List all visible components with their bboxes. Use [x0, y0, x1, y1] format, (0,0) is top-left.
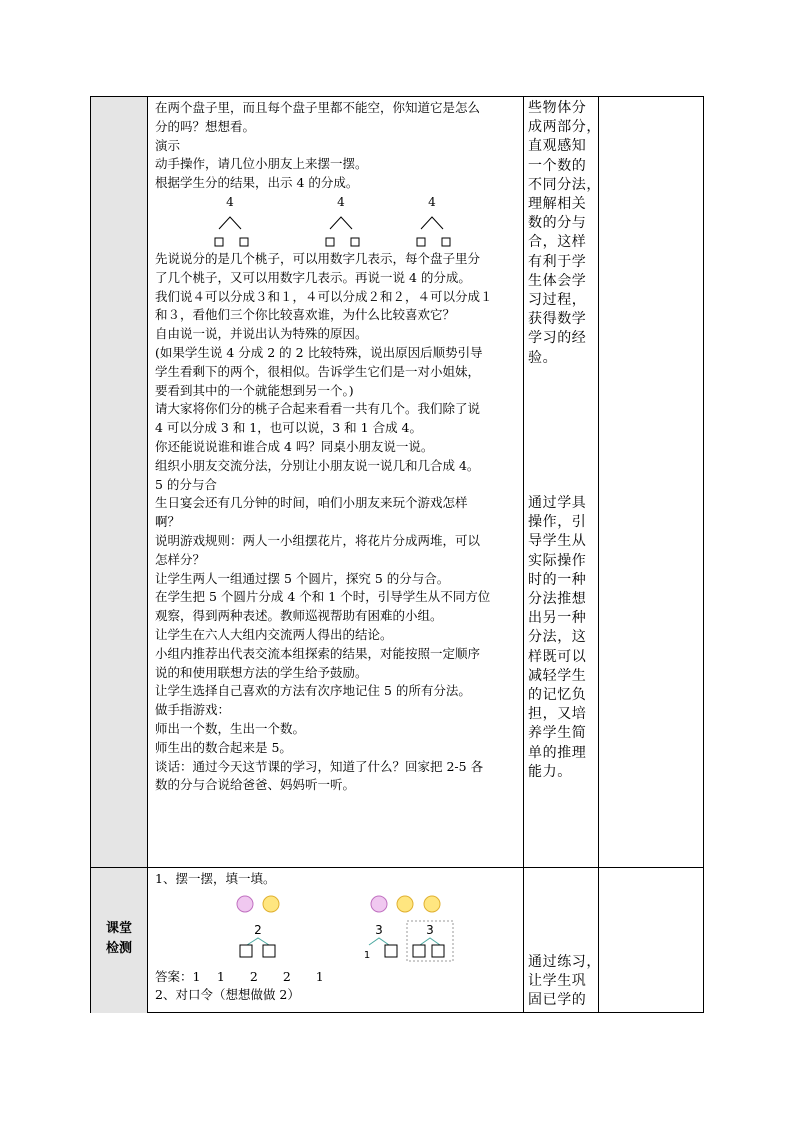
answer-box: [385, 945, 397, 957]
text-line: 观察，得到两种表述。教师巡视帮助有困难的小组。: [155, 608, 443, 624]
design-note-top: [528, 99, 601, 368]
text-line: 师出一个数，生出一个数。: [155, 720, 306, 736]
fig-number: 2: [254, 923, 262, 937]
split-diagram-svg: [155, 193, 521, 250]
note-line: 验。: [528, 349, 558, 366]
yellow-circle: [424, 896, 440, 912]
note-line: 成两部分，: [528, 119, 601, 136]
exercise-answer: 答案：1 1 2 2 1: [155, 969, 324, 984]
text-line: 我们说４可以分成３和１，４可以分成２和２，４可以分成１: [155, 288, 493, 304]
blank-box: [351, 238, 359, 246]
yellow-circle: [263, 896, 279, 912]
design-note-mid: [528, 494, 592, 782]
pink-circle: [237, 896, 253, 912]
text-line: 演示: [155, 137, 181, 153]
note-line: 不同分法，: [528, 176, 601, 193]
text-line: 学生看剩下的两个，很相似。告诉学生它们是一对小姐妹，: [155, 363, 481, 379]
note-line: 学习的经: [528, 330, 587, 347]
note-line: 样既可以: [528, 648, 587, 665]
note-line: 直观感知: [528, 138, 587, 155]
design-note-bottom: [528, 953, 601, 1011]
text-line: 组织小朋友交流分法，分别让小朋友说一说几和几合成 4。: [155, 457, 480, 473]
row-divider: [91, 867, 703, 868]
note-line: 让学生巩: [528, 973, 587, 990]
split-lines: [219, 217, 241, 229]
lesson-table: [90, 96, 704, 1013]
blank-box: [326, 238, 334, 246]
blank-box: [215, 238, 223, 246]
split-lines: [421, 217, 443, 229]
text-line: 在学生把 5 个圆片分成 4 个和 1 个时，引导学生从不同方位: [155, 589, 491, 605]
text-line: 在两个盘子里，而且每个盘子里都不能空，你知道它是怎么: [155, 100, 481, 115]
exercise-block: [155, 870, 521, 1004]
section-label-line: 课堂: [105, 921, 132, 936]
fig-number: 3: [426, 923, 434, 937]
note-line: 理解相关: [528, 196, 587, 213]
text-line: 请大家将你们分的桃子合起来看看一共有几个。我们除了说: [155, 401, 481, 417]
note-line: 些物体分: [528, 100, 587, 116]
note-line: 通过练习，: [528, 954, 601, 970]
note-line: 数的分与: [528, 215, 587, 232]
diagram-number: 4: [337, 194, 345, 209]
answer-box: [413, 945, 425, 957]
text-line: 了几个桃子，又可以用数字几表示。再说一说 4 的分成。: [155, 269, 471, 285]
fig-split-lines: [420, 938, 440, 945]
column-divider-3: [598, 97, 599, 1012]
blank-box: [442, 238, 450, 246]
note-line: 担，又培: [528, 706, 587, 723]
left-column-shade-top: [91, 97, 147, 867]
note-line: 时的一种: [528, 571, 587, 588]
diagram-number: 4: [226, 194, 234, 209]
text-line: 动手操作，请几位小朋友上来摆一摆。: [155, 156, 368, 172]
note-line: 实际操作: [528, 552, 587, 569]
exercise-title: 1、摆一摆，填一填。: [155, 871, 276, 886]
note-line: 一个数的: [528, 157, 587, 174]
diagram-number: 4: [428, 194, 436, 209]
exercise-figure-svg: [155, 888, 521, 968]
note-line: 养学生简: [528, 725, 587, 742]
text-line: 你还能说说谁和谁合成 4 吗？同桌小朋友说一说。: [155, 438, 434, 454]
pink-circle: [371, 896, 387, 912]
split-diagram-4: [155, 193, 521, 250]
text-line: 谈话：通过今天这节课的学习，知道了什么？回家把 2-5 各: [155, 758, 484, 774]
answer-box: [432, 945, 444, 957]
text-line: 根据学生分的结果，出示 4 的分成。: [155, 175, 359, 191]
yellow-circle: [397, 896, 413, 912]
note-line: 通过学具: [528, 495, 587, 511]
note-line: 操作，引: [528, 514, 587, 531]
fig-small-number: 1: [363, 950, 371, 961]
note-line: 减轻学生: [528, 667, 587, 684]
section-label-classroom-test: [91, 919, 147, 959]
text-line: 让学生两人一组通过摆 5 个圆片，探究 5 的分与合。: [155, 570, 450, 586]
column-divider-2: [523, 97, 524, 1012]
text-line: 和３，看他们三个你比较喜欢谁，为什么比较喜欢它？: [155, 307, 456, 323]
answer-box: [263, 945, 275, 957]
text-line: 说明游戏规则：两人一小组摆花片，将花片分成两堆，可以: [155, 532, 481, 548]
note-line: 获得数学: [528, 311, 587, 328]
text-line: 生日宴会还有几分钟的时间，咱们小朋友来玩个游戏怎样: [155, 495, 468, 511]
text-line: 数的分与合说给爸爸、妈妈听一听。: [155, 777, 356, 793]
text-line: 师生出的数合起来是 5。: [155, 739, 292, 755]
note-line: 有利于学: [528, 253, 587, 270]
note-line: 单的推理: [528, 744, 587, 761]
note-line: 生体会学: [528, 272, 587, 289]
note-line: 习过程，: [528, 292, 587, 309]
text-line: 自由说一说，并说出认为特殊的原因。: [155, 326, 368, 342]
blank-box: [417, 238, 425, 246]
note-line: 能力。: [528, 763, 572, 780]
exercise-figure: [155, 888, 521, 968]
text-line: 4 可以分成 3 和 1，也可以说，3 和 1 合成 4。: [155, 420, 423, 436]
fig-split-lines: [247, 938, 269, 945]
exercise-item-2: 2、对口令（想想做做 2）: [155, 987, 300, 1002]
teaching-process-text: [155, 99, 521, 795]
note-line: 的记忆负: [528, 687, 587, 704]
text-line: 说的和使用联想方法的学生给予鼓励。: [155, 664, 368, 680]
note-line: 分法推想: [528, 591, 587, 608]
column-divider-1: [147, 97, 148, 1012]
text-line: 让学生选择自己喜欢的方法有次序地记住 5 的所有分法。: [155, 683, 471, 699]
text-line: 先说说分的是几个桃子，可以用数字几表示，每个盘子里分: [155, 250, 481, 266]
text-line: 5 的分与合: [155, 476, 217, 492]
text-line: 要看到其中的一个就能想到另一个。): [155, 382, 354, 398]
answer-box: [240, 945, 252, 957]
fig-number: 3: [375, 923, 383, 937]
text-line: 小组内推荐出代表交流本组探索的结果，对能按照一定顺序: [155, 645, 481, 661]
text-line: 做手指游戏：: [155, 702, 231, 718]
text-line: 怎样分？: [155, 551, 206, 567]
note-line: 导学生从: [528, 533, 587, 550]
note-line: 分法，这: [528, 629, 587, 646]
note-line: 出另一种: [528, 610, 587, 627]
section-label-line: 检测: [105, 941, 132, 956]
fig-split-lines: [369, 938, 389, 945]
note-line: 合，这样: [528, 234, 587, 251]
text-line: 让学生在六人大组内交流两人得出的结论。: [155, 626, 393, 642]
note-line: 固已学的: [528, 992, 587, 1009]
blank-box: [240, 238, 248, 246]
text-line: (如果学生说 4 分成 2 的 2 比较特殊，说出原因后顺势引导: [155, 344, 483, 360]
split-lines: [330, 217, 352, 229]
text-line: 分的吗？想想看。: [155, 118, 256, 134]
text-line: 啊？: [155, 514, 181, 530]
